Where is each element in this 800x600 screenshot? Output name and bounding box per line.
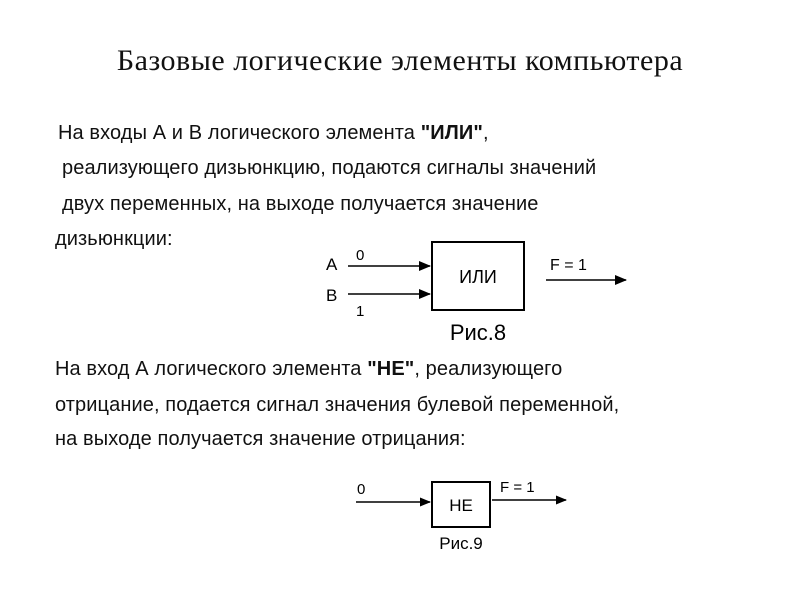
not-gate-name: "НЕ" [367,358,415,380]
page-title: Базовые логические элементы компьютера [116,44,684,77]
not-text-line-1-start: На вход А логического элемента [55,358,368,380]
or-gate-label: ИЛИ [459,267,497,287]
not-input-value: 0 [357,481,366,498]
or-input-b-name: В [326,286,338,305]
not-text-line-1 [55,358,562,381]
not-figure-caption: Рис.9 [439,534,483,553]
or-figure-caption: Рис.8 [449,320,507,345]
or-gate-name: "ИЛИ" [420,122,483,144]
not-gate-diagram [352,474,574,556]
or-text-line-1-end: , [482,122,489,144]
or-input-a-value: 0 [356,247,365,264]
or-gate-diagram [318,238,640,346]
or-text-line-2: реализующего дизьюнкцию, подаются сигналы значений [62,157,597,179]
or-text-line-1-start: На входы А и В логического элемента [58,122,421,144]
or-input-a-name: А [326,255,338,274]
or-text-line-3: двух переменных, на выходе получается значение [62,193,539,215]
or-output-label: F = 1 [550,257,587,274]
not-text-line-3: на выходе получается значение отрицания: [55,428,466,450]
not-text-line-2: отрицание, подается сигнал значения булевой переменной, [55,394,620,416]
not-output-label: F = 1 [500,479,535,496]
or-text-line-1 [58,122,489,145]
or-input-b-value: 1 [356,303,365,320]
not-gate-label: НЕ [449,496,473,515]
or-text-line-4: дизьюнкции: [55,228,173,250]
not-text-line-1-end: , реализующего [414,358,563,380]
